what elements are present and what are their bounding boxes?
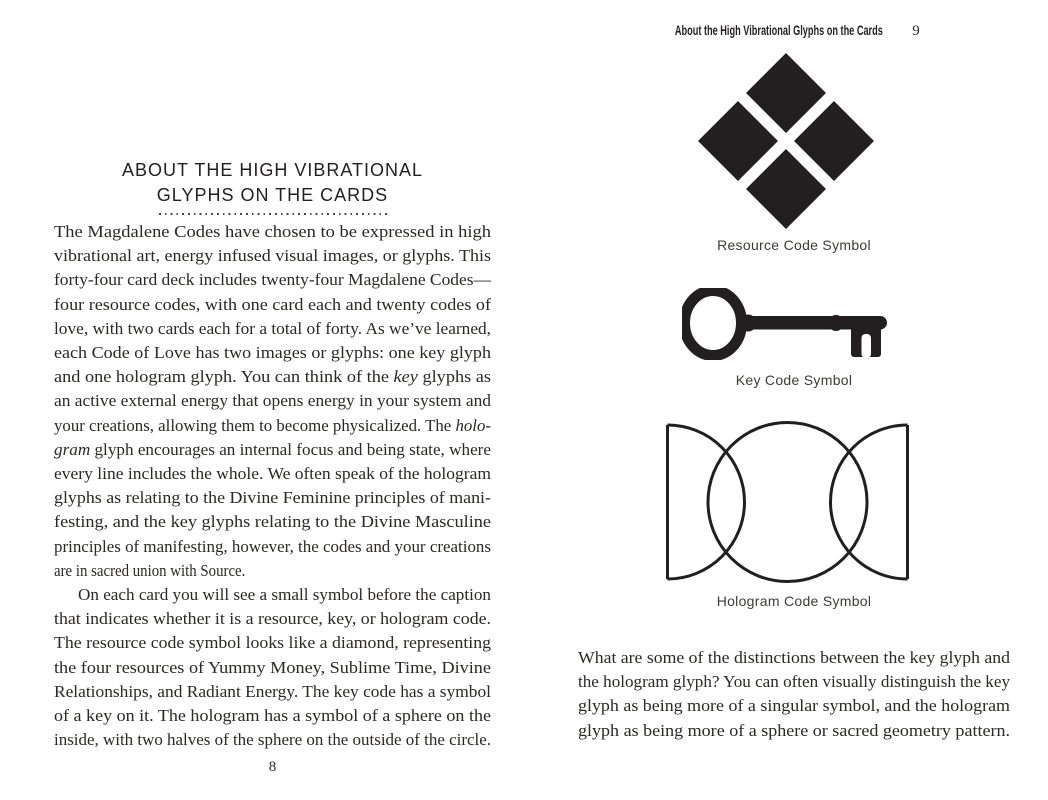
resource-code-symbol [698, 53, 874, 229]
resource-symbol-caption: Resource Code Symbol [717, 237, 871, 253]
right-page-body [578, 646, 1010, 743]
running-header-title: About the High Vibrational Glyphs on the Cards [675, 23, 884, 38]
running-header [578, 23, 1010, 40]
hologram-code-symbol [666, 421, 909, 583]
key-code-symbol [682, 288, 887, 360]
left-page [54, 0, 491, 800]
chapter-heading-line-2: GLYPHS ON THE CARDS [156, 185, 389, 205]
key-symbol-caption: Key Code Symbol [735, 372, 853, 388]
left-page-body [54, 220, 491, 752]
page-number-left: 8 [268, 759, 277, 775]
chapter-heading [54, 158, 491, 215]
dotted-divider [159, 213, 387, 215]
hologram-symbol-caption: Hologram Code Symbol [716, 593, 872, 609]
chapter-heading-line-1: ABOUT THE HIGH VIBRATIONAL [121, 160, 424, 180]
page-number-right: 9 [912, 23, 920, 39]
running-header-title-box [668, 23, 890, 38]
body-paragraph-2: On each card you will see a small symbol before the caption that indicates whether it is a resource, key, or hologram code. The resource code symbol looks like a diamond, representing the four resources of Yummy Money, Sublime Time, Divine Relationships, and Radiant Energy. The key code has a symbol of a key on it. The hologram has a symbol of a sphere on the inside, with two halves of the sphere on the outside of the circle. [54, 585, 492, 750]
body-paragraph-1: The Magdalene Codes have chosen to be expressed in high vibrational art, energy infused visual images, or glyphs. This forty-four card deck includes twenty-four Magdalene Codes— four resource codes, with one card each and twenty codes of love, with two cards each for a total of forty. As we’ve learned, each Code of Love has two images or glyphs: one key glyph and one hologram glyph. You can think of the key glyphs as an active external energy that opens energy in your system and your creations, allowing them to become physicalized. The holo- gram glyph encourages an internal focus and being state, where every line includes the whole. We often speak of the hologram glyphs as relating to the Divine Feminine principles of mani- festing, and the key glyphs relating to the Divine Masculine principles of manifesting, however, the codes and your creations are in sacred union with Source. [54, 222, 492, 580]
right-page [578, 0, 1010, 800]
body-paragraph-right: What are some of the distinctions between the key glyph and the hologram glyph? You can often visually distinguish the key glyph as being more of a singular symbol, and the hologram glyph as being more of a sphere or sacred geometry pattern. [578, 648, 1010, 740]
